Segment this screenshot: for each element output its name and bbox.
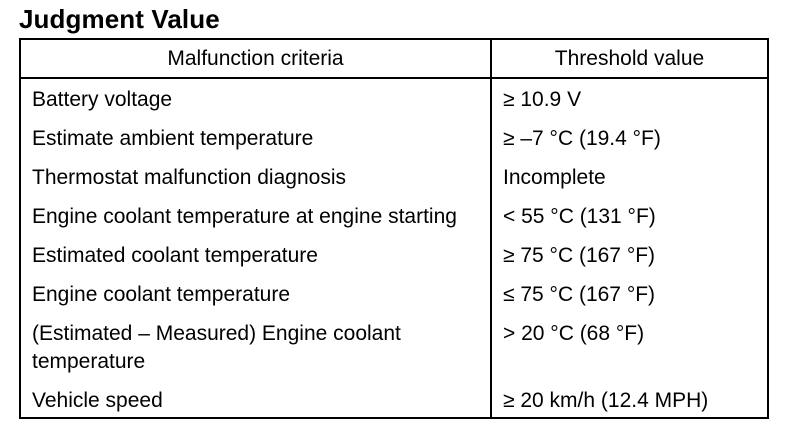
criteria-cell: (Estimated – Measured) Engine coolant temperature: [32, 322, 401, 373]
threshold-cell: ≥ –7 °C (19.4 °F): [491, 120, 768, 159]
table-row: [20, 120, 768, 159]
table-row: [20, 315, 768, 382]
column-header-threshold-value: Threshold value: [491, 39, 768, 78]
criteria-cell: Engine coolant temperature: [32, 283, 290, 306]
threshold-cell: > 20 °C (68 °F): [491, 315, 768, 382]
table-row: [20, 78, 768, 120]
table-row: [20, 237, 768, 276]
judgment-value-table: [19, 38, 769, 419]
table-row: [20, 382, 768, 418]
criteria-cell: Thermostat malfunction diagnosis: [32, 166, 346, 189]
criteria-cell: Battery voltage: [32, 88, 173, 111]
threshold-cell: ≥ 20 km/h (12.4 MPH): [491, 382, 768, 418]
page-title: Judgment Value: [19, 4, 220, 34]
criteria-cell: Estimate ambient temperature: [32, 127, 314, 150]
criteria-cell: Engine coolant temperature at engine starting: [32, 205, 457, 228]
threshold-cell: ≥ 10.9 V: [491, 78, 768, 120]
table-row: [20, 198, 768, 237]
criteria-cell: Estimated coolant temperature: [32, 244, 318, 267]
column-header-malfunction-criteria: Malfunction criteria: [20, 39, 491, 78]
criteria-cell: Vehicle speed: [32, 389, 163, 412]
threshold-cell: < 55 °C (131 °F): [491, 198, 768, 237]
table-header-row: [20, 39, 768, 78]
threshold-cell: Incomplete: [491, 159, 768, 198]
threshold-cell: ≤ 75 °C (167 °F): [491, 276, 768, 315]
threshold-cell: ≥ 75 °C (167 °F): [491, 237, 768, 276]
table-row: [20, 159, 768, 198]
table-row: [20, 276, 768, 315]
